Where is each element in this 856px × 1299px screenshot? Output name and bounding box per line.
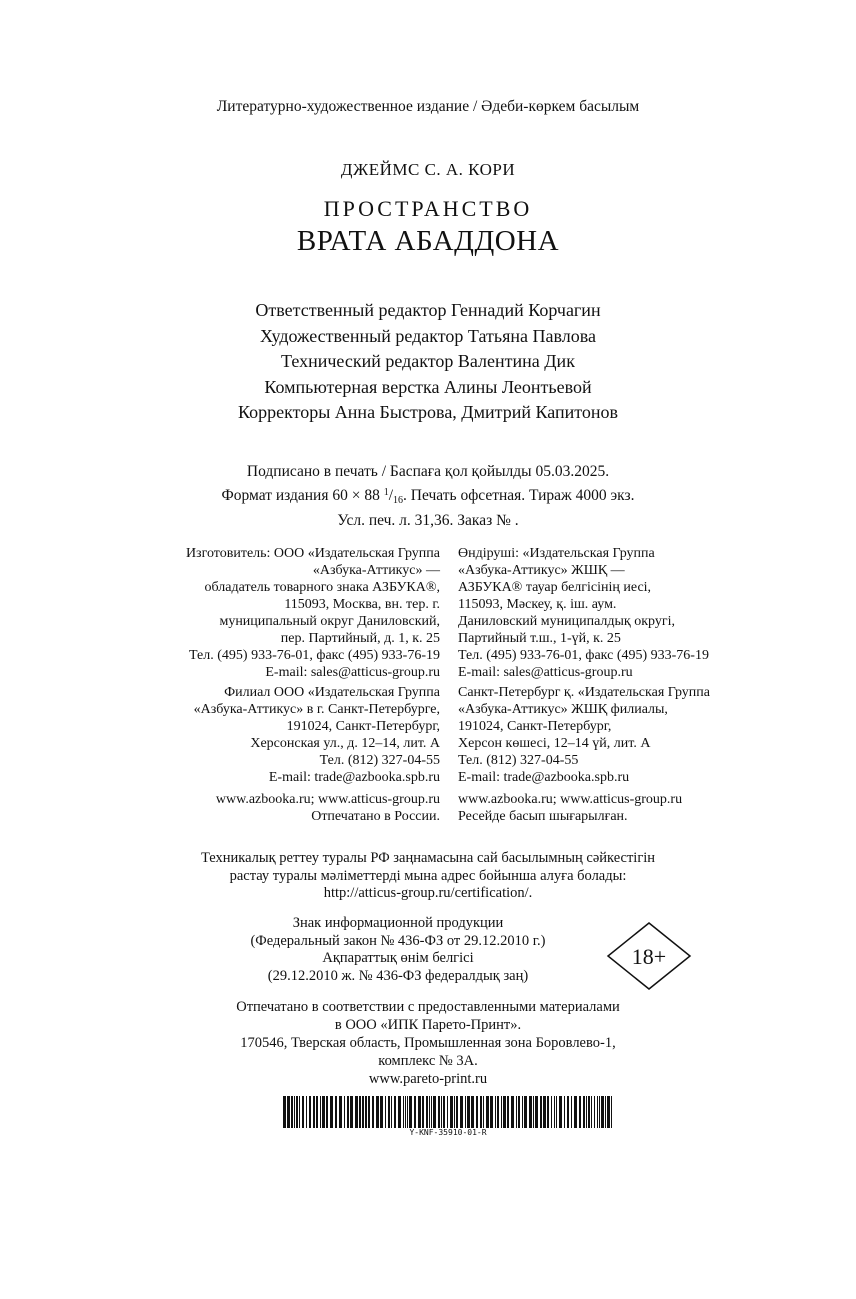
staff-line: Ответственный редактор Геннадий Корчагин — [255, 300, 601, 320]
manufacturer-line: «Азбука-Аттикус» — — [312, 563, 440, 578]
format-denominator: 16 — [393, 494, 404, 506]
barcode-bar — [409, 1096, 412, 1128]
format-suffix: . Печать офсетная. Тираж 4000 экз. — [403, 486, 635, 504]
barcode-bar — [326, 1096, 328, 1128]
branch-line: Филиал ООО «Издательская Группа — [224, 685, 440, 700]
barcode-bar — [350, 1096, 353, 1128]
series-name: ПРОСТРАНСТВО — [323, 196, 533, 221]
manufacturer-line: Тел. (495) 933-76-01, факс (495) 933-76-19 — [458, 648, 709, 663]
format-numerator: 1 — [383, 486, 389, 498]
barcode-bar — [414, 1096, 416, 1128]
barcode-bar — [438, 1096, 440, 1128]
barcode-bar — [471, 1096, 474, 1128]
barcode-bar — [394, 1096, 396, 1128]
barcode-bar — [486, 1096, 489, 1128]
barcode-bar — [547, 1096, 549, 1128]
barcode-bar — [501, 1096, 502, 1128]
barcode-bar — [287, 1096, 290, 1128]
barcode-bar — [543, 1096, 546, 1128]
web-line: Отпечатано в России. — [311, 809, 440, 824]
manufacturer-line: 115093, Москва, вн. тер. г. — [284, 597, 440, 612]
barcode-bar — [431, 1096, 432, 1128]
age-rating-text: 18+ — [631, 944, 667, 969]
manufacturer-line: Партийный т.ш., 1-үй, к. 25 — [458, 631, 621, 646]
barcode-bar — [344, 1096, 345, 1128]
barcode — [283, 1096, 613, 1128]
barcode-bar — [403, 1096, 404, 1128]
barcode-bar — [339, 1096, 342, 1128]
barcode-bar — [607, 1096, 610, 1128]
author-name: ДЖЕЙМС С. А. КОРИ — [340, 160, 516, 179]
barcode-bar — [507, 1096, 509, 1128]
barcode-bar — [316, 1096, 318, 1128]
printer-info — [0, 998, 856, 1088]
barcode-bar — [355, 1096, 358, 1128]
barcode-bar — [564, 1096, 565, 1128]
format-line — [0, 483, 856, 512]
staff-line: Компьютерная верстка Алины Леонтьевой — [264, 376, 592, 397]
manufacturer-line: Даниловский муниципалдық округі, — [458, 614, 675, 629]
barcode-bar — [518, 1096, 520, 1128]
barcode-bar — [574, 1096, 577, 1128]
barcode-bar — [296, 1096, 298, 1128]
manufacturer-line: обладатель товарного знака АЗБУКА®, — [204, 580, 440, 595]
staff-line: Технический редактор Валентина Дик — [281, 351, 575, 371]
printer-line: 170546, Тверская область, Промышленная зона Боровлево-1, — [240, 1035, 616, 1051]
certification-line: Техникалық реттеу туралы РФ заңнамасына сай басылымның сәйкестігін — [200, 850, 656, 866]
barcode-bar — [309, 1096, 311, 1128]
staff-line: Художественный редактор Татьяна Павлова — [260, 325, 596, 346]
staff-line: Корректоры Анна Быстрова, Дмитрий Капитонов — [237, 402, 619, 422]
barcode-bar — [599, 1096, 600, 1128]
barcode-bar — [380, 1096, 383, 1128]
barcode-bar — [583, 1096, 585, 1128]
barcode-bar — [372, 1096, 374, 1128]
info-sign-line: (29.12.2010 ж. № 436-ФЗ федералдық заң) — [267, 967, 529, 984]
manufacturer-line: 115093, Мәскеу, қ. іш. аум. — [458, 597, 617, 612]
barcode-bar — [497, 1096, 499, 1128]
printer-line: в ООО «ИПК Парето-Принт». — [334, 1017, 522, 1033]
barcode-bar — [302, 1096, 304, 1128]
branch-line: Херсонская ул., д. 12–14, лит. А — [250, 736, 440, 751]
printer-line: комплекс № 3А. — [378, 1053, 478, 1069]
branch-line: Санкт-Петербург қ. «Издательская Группа — [458, 685, 710, 700]
branch-line: 191024, Санкт-Петербург, — [286, 719, 440, 734]
barcode-bar — [422, 1096, 424, 1128]
barcode-bar — [335, 1096, 337, 1128]
edition-type: Литературно-художественное издание / Әдеби-көркем басылым — [216, 98, 640, 115]
barcode-bar — [322, 1096, 325, 1128]
manufacturer-line: АЗБУКА® тауар белгісінің иесі, — [458, 580, 652, 595]
branch-line: E-mail: trade@azbooka.spb.ru — [458, 770, 630, 785]
info-product-sign — [200, 915, 596, 985]
barcode-bar — [511, 1096, 514, 1128]
age-rating-badge — [606, 921, 692, 991]
barcode-bar — [611, 1096, 612, 1128]
barcode-bar — [313, 1096, 315, 1128]
barcode-bar — [516, 1096, 517, 1128]
barcode-bar — [447, 1096, 448, 1128]
branch-line: E-mail: trade@azbooka.spb.ru — [268, 770, 440, 785]
barcode-bar — [601, 1096, 604, 1128]
barcode-text: Y-KNF-35910-01-R — [409, 1128, 487, 1137]
signed-date: Подписано в печать / Баспаға қол қойылды 05.03.2025. — [246, 463, 610, 480]
barcode-bar — [365, 1096, 367, 1128]
barcode-bar — [597, 1096, 598, 1128]
barcode-bar — [490, 1096, 493, 1128]
barcode-bar — [362, 1096, 364, 1128]
barcode-bar — [291, 1096, 293, 1128]
barcode-bar — [433, 1096, 436, 1128]
barcode-bar — [405, 1096, 406, 1128]
branch-line: 191024, Санкт-Петербург, — [458, 719, 612, 734]
branch-line: Херсон көшесі, 12–14 үй, лит. А — [458, 736, 651, 751]
barcode-bar — [480, 1096, 482, 1128]
barcode-bar — [533, 1096, 534, 1128]
editorial-staff — [0, 298, 856, 426]
manufacturer-line: «Азбука-Аттикус» ЖШҚ — — [458, 563, 625, 578]
barcode-bar — [476, 1096, 478, 1128]
barcode-bar — [554, 1096, 555, 1128]
barcode-bar — [465, 1096, 466, 1128]
branch-line: «Азбука-Аттикус» ЖШҚ филиалы, — [458, 702, 668, 717]
barcode-bar — [456, 1096, 458, 1128]
format-prefix: Формат издания 60 × 88 — [221, 486, 384, 504]
web-line: Ресейде басып шығарылған. — [458, 809, 628, 824]
barcode-bar — [571, 1096, 572, 1128]
sheets-order: Усл. печ. л. 31,36. Заказ № . — [337, 512, 519, 529]
publisher-info-kz — [458, 545, 838, 825]
certification-line: http://atticus-group.ru/certification/. — [323, 885, 533, 901]
barcode-bar — [450, 1096, 453, 1128]
manufacturer-line: пер. Партийный, д. 1, к. 25 — [280, 631, 440, 646]
barcode-bar — [283, 1096, 286, 1128]
barcode-bar — [588, 1096, 590, 1128]
printer-line: www.pareto-print.ru — [368, 1071, 488, 1087]
barcode-bar — [376, 1096, 379, 1128]
barcode-bar — [586, 1096, 587, 1128]
barcode-bar — [522, 1096, 523, 1128]
branch-line: «Азбука-Аттикус» в г. Санкт-Петербурге, — [193, 702, 440, 717]
barcode-bar — [359, 1096, 361, 1128]
barcode-bar — [299, 1096, 300, 1128]
barcode-bar — [559, 1096, 562, 1128]
barcode-bar — [407, 1096, 408, 1128]
manufacturer-line: E-mail: sales@atticus-group.ru — [265, 665, 440, 680]
manufacturer-line: E-mail: sales@atticus-group.ru — [458, 665, 633, 680]
branch-line: Тел. (812) 327-04-55 — [319, 753, 440, 768]
barcode-bar — [524, 1096, 527, 1128]
barcode-bar — [454, 1096, 455, 1128]
barcode-bar — [567, 1096, 569, 1128]
barcode-bar — [388, 1096, 390, 1128]
barcode-bar — [443, 1096, 445, 1128]
barcode-bar — [330, 1096, 333, 1128]
manufacturer-line: Өндіруші: «Издательская Группа — [458, 546, 655, 561]
barcode-bar — [535, 1096, 538, 1128]
manufacturer-line: Изготовитель: ООО «Издательская Группа — [185, 546, 440, 561]
format-slash: / — [388, 486, 394, 504]
barcode-bar — [294, 1096, 295, 1128]
barcode-bar — [594, 1096, 595, 1128]
manufacturer-line: Тел. (495) 933-76-01, факс (495) 933-76-19 — [189, 648, 440, 663]
branch-line: Тел. (812) 327-04-55 — [458, 753, 579, 768]
printing-details — [0, 462, 856, 532]
barcode-bar — [320, 1096, 321, 1128]
barcode-bar — [495, 1096, 496, 1128]
barcode-bar — [368, 1096, 370, 1128]
barcode-bar — [460, 1096, 463, 1128]
barcode-bar — [347, 1096, 349, 1128]
barcode-bar — [398, 1096, 401, 1128]
certification-note — [0, 850, 856, 903]
barcode-bar — [556, 1096, 557, 1128]
barcode-bar — [385, 1096, 386, 1128]
barcode-bar — [503, 1096, 506, 1128]
barcode-bar — [579, 1096, 581, 1128]
web-line: www.azbooka.ru; www.atticus-group.ru — [215, 792, 440, 807]
web-line: www.azbooka.ru; www.atticus-group.ru — [458, 792, 683, 807]
barcode-bar — [529, 1096, 532, 1128]
publisher-info-ru — [100, 545, 440, 825]
barcode-bar — [467, 1096, 470, 1128]
barcode-bar — [391, 1096, 392, 1128]
barcode-bar — [540, 1096, 542, 1128]
barcode-bar — [605, 1096, 606, 1128]
manufacturer-line: муниципальный округ Даниловский, — [219, 614, 440, 629]
barcode-bar — [429, 1096, 430, 1128]
barcode-bar — [441, 1096, 442, 1128]
info-sign-line: (Федеральный закон № 436-ФЗ от 29.12.2010 г.) — [250, 932, 546, 949]
info-sign-line: Ақпараттық өнім белгісі — [322, 950, 474, 966]
barcode-bar — [426, 1096, 428, 1128]
barcode-bar — [483, 1096, 484, 1128]
barcode-bar — [591, 1096, 592, 1128]
printer-line: Отпечатано в соответствии с предоставленными материалами — [236, 999, 620, 1015]
barcode-bar — [418, 1096, 421, 1128]
book-title: ВРАТА АБАДДОНА — [296, 225, 560, 257]
barcode-bar — [306, 1096, 307, 1128]
barcode-bar — [551, 1096, 552, 1128]
info-sign-line: Знак информационной продукции — [292, 915, 504, 931]
certification-line: растау туралы мәліметтерді мына адрес бойынша алуға болады: — [229, 867, 627, 884]
